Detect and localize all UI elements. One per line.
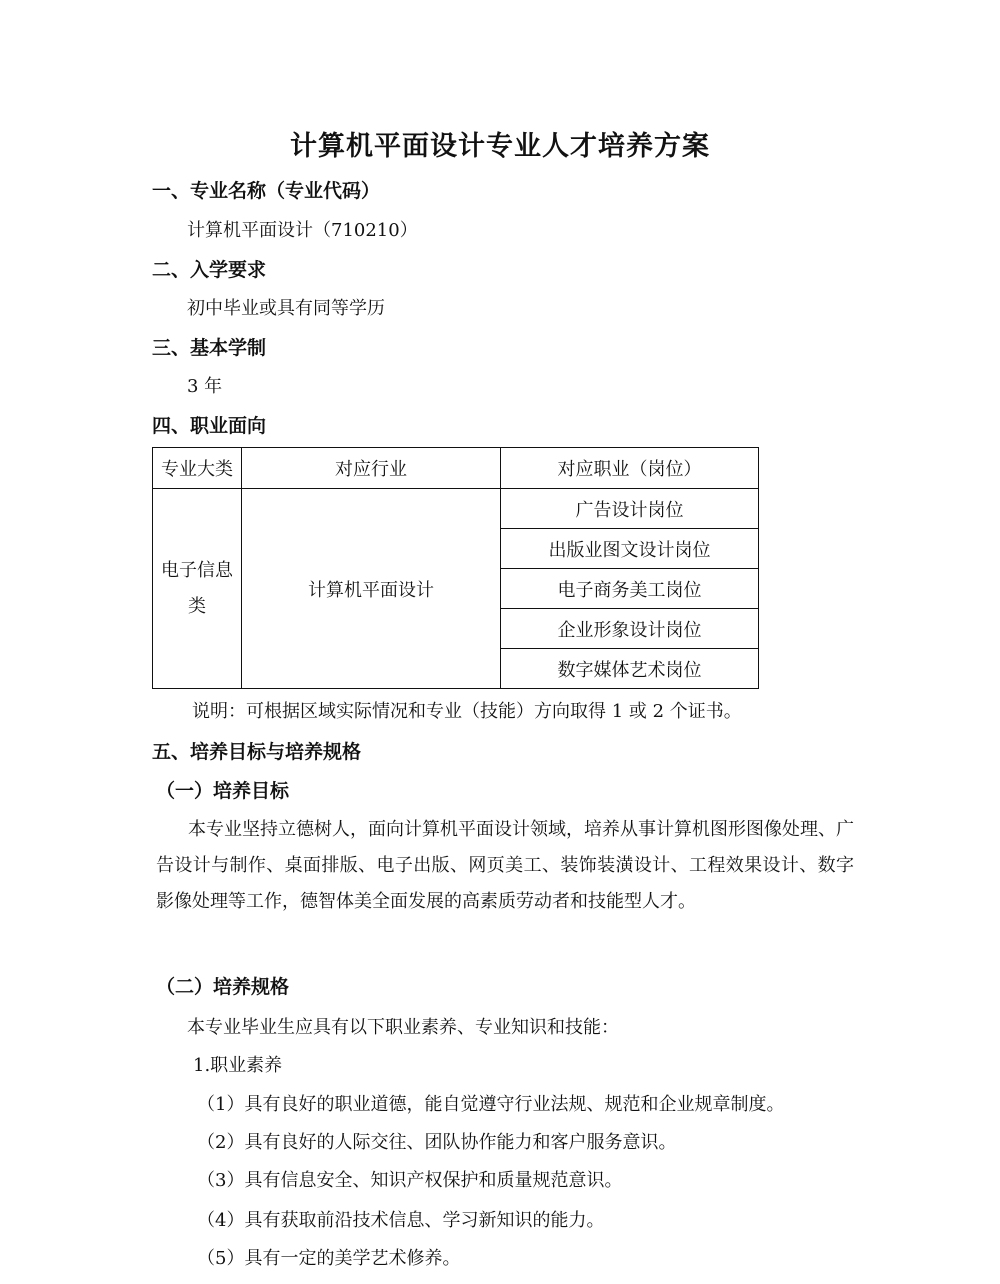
goals-paragraph: 本专业坚持立德树人，面向计算机平面设计领域，培养从事计算机图形图像处理、广告设计与制作、桌面排版、电子出版、网页美工、装饰装潢设计、工程效果设计、数字影像处理等工作，德智体美全面发展的高素质劳动者和技能型人才。 <box>156 819 854 912</box>
header-occupation: 对应职业（岗位） <box>501 448 759 489</box>
section-4-heading: 四、职业面向 <box>152 415 267 437</box>
category-cell <box>153 489 242 689</box>
list-item: （2）具有良好的人际交往、团队协作能力和客户服务意识。 <box>197 1132 677 1153</box>
major-name-code: 计算机平面设计（710210） <box>187 220 418 241</box>
list-item: （1）具有良好的职业道德，能自觉遵守行业法规、规范和企业规章制度。 <box>197 1094 785 1115</box>
section-2-heading: 二、入学要求 <box>152 259 267 281</box>
header-industry: 对应行业 <box>242 448 501 489</box>
admission-requirement: 初中毕业或具有同等学历 <box>187 298 385 319</box>
list-item: （4）具有获取前沿技术信息、学习新知识的能力。 <box>197 1210 605 1231</box>
goals-heading: （一）培养目标 <box>156 780 290 802</box>
specs-intro: 本专业毕业生应具有以下职业素养、专业知识和技能： <box>187 1017 619 1038</box>
table-row <box>153 489 759 529</box>
header-category: 专业大类 <box>153 448 242 489</box>
position-cell: 企业形象设计岗位 <box>501 609 759 649</box>
section-3-heading: 三、基本学制 <box>152 337 267 359</box>
section-5-heading: 五、培养目标与培养规格 <box>152 741 362 763</box>
list-item: （3）具有信息安全、知识产权保护和质量规范意识。 <box>197 1170 623 1191</box>
position-cell: 数字媒体艺术岗位 <box>501 649 759 689</box>
section-1-heading: 一、专业名称（专业代码） <box>152 180 381 202</box>
position-cell: 广告设计岗位 <box>501 489 759 529</box>
table-note: 说明：可根据区域实际情况和专业（技能）方向取得 1 或 2 个证书。 <box>192 701 742 722</box>
specs-heading: （二）培养规格 <box>156 976 290 998</box>
study-duration: 3 年 <box>187 376 223 397</box>
position-cell: 电子商务美工岗位 <box>501 569 759 609</box>
specs-subheading-1: 1.职业素养 <box>193 1055 283 1076</box>
industry-cell: 计算机平面设计 <box>242 489 501 689</box>
category-line-1: 电子信息 <box>161 559 233 581</box>
list-item: （5）具有一定的美学艺术修养。 <box>197 1248 461 1269</box>
occupation-table <box>152 447 759 689</box>
document-title: 计算机平面设计专业人才培养方案 <box>290 131 710 162</box>
table-header-row <box>153 448 759 489</box>
position-cell: 出版业图文设计岗位 <box>501 529 759 569</box>
category-line-2: 类 <box>188 595 206 617</box>
